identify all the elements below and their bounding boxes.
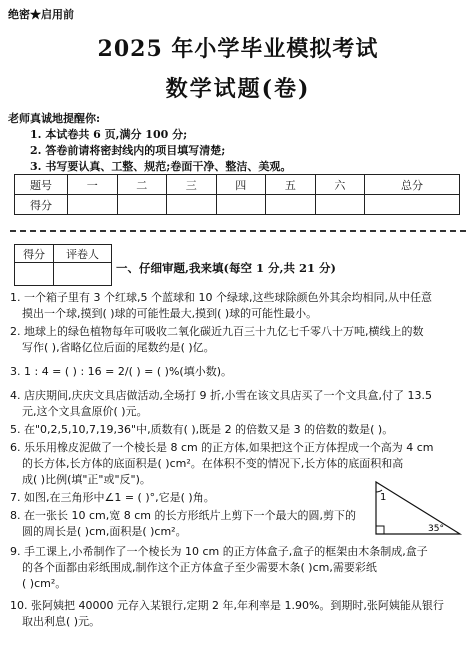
reminder-heading: 老师真诚地提醒你: [8,112,101,125]
question-line: 3. 1 : 4 = ( ) : 16 = 2/( ) = ( )%(填小数)。 [10,365,232,378]
question-line: 4. 店庆期间,庆庆文具店做活动,全场打 9 折,小雪在该文具店买了一个文具盒,付了 13.5 [10,389,432,402]
question-line: ( )cm²。 [22,577,67,590]
question-line: 7. 如图,在三角形中∠1 = ( )°,它是( )角。 [10,491,215,504]
question-line: 圆的周长是( )cm,面积是( )cm²。 [22,525,187,538]
score-cell: 总分 [365,175,460,195]
score-table [14,174,460,215]
rule-item: 1. 本试卷共 6 页,满分 100 分; [30,128,188,141]
score-input-cell[interactable] [117,195,167,215]
score-input-cell[interactable] [68,195,118,215]
question-line: 的长方体,长方体的底面积是( )cm²。在体积不变的情况下,长方体的底面积和高 [22,457,404,470]
rule-item: 3. 书写要认真、工整、规范;卷面干净、整洁、美观。 [30,160,292,173]
grader-box [14,244,112,286]
question-line: 5. 在"0,2,5,10,7,19,36"中,质数有( ),既是 2 的倍数又是 3 的倍数的数是( )。 [10,423,394,436]
question-line: 元,这个文具盒原价( )元。 [22,405,148,418]
question-line: 2. 地球上的绿色植物每年可吸收二氧化碳近九百三十九亿七千零八十万吨,横线上的数 [10,325,424,338]
question-line: 6. 乐乐用橡皮泥做了一个棱长是 8 cm 的正方体,如果把这个正方体捏成一个高为 4 cm [10,441,434,454]
score-cell: 得分 [15,195,68,215]
angle-1-label: 1 [380,492,387,503]
score-cell: 六 [315,175,365,195]
score-cell: 五 [266,175,316,195]
score-cell: 题号 [15,175,68,195]
section-title: 一、仔细审题,我来填(每空 1 分,共 21 分) [116,261,336,275]
exam-title: 2025 年小学毕业模拟考试 [97,36,379,62]
score-cell: 三 [167,175,217,195]
question-line: 取出利息( )元。 [22,615,101,628]
score-table-score-row [15,195,460,215]
score-input-cell[interactable] [315,195,365,215]
grader-score-cell[interactable] [15,263,54,286]
question-line: 成( )比例(填"正"或"反")。 [22,473,151,486]
question-line: 8. 在一张长 10 cm,宽 8 cm 的长方形纸片上剪下一个最大的圆,剪下的 [10,509,356,522]
score-input-cell[interactable] [365,195,460,215]
grader-name-label: 评卷人 [54,245,112,263]
question-line: 的各个面都由彩纸围成,制作这个正方体盒子至少需要木条( )cm,需要彩纸 [22,561,377,574]
score-input-cell[interactable] [167,195,217,215]
triangle-shape [376,482,460,534]
question-line: 摸出一个球,摸到( )球的可能性最大,摸到( )球的可能性最小。 [22,307,318,320]
score-table-header-row [15,175,460,195]
right-angle-mark [376,526,384,534]
grader-name-cell[interactable] [54,263,112,286]
score-cell: 四 [216,175,266,195]
grader-score-label: 得分 [15,245,54,263]
triangle-figure [372,478,464,538]
question-line: 1. 一个箱子里有 3 个红球,5 个蓝球和 10 个绿球,这些球除颜色外其余均相同,从中任意 [10,291,432,304]
question-line: 10. 张阿姨把 40000 元存入某银行,定期 2 年,年利率是 1.90%。到期时,张阿姨能从银行 [10,599,444,612]
question-line: 9. 手工课上,小希制作了一个棱长为 10 cm 的正方体盒子,盒子的框架由木条制成,盒子 [10,545,428,558]
score-input-cell[interactable] [266,195,316,215]
score-cell: 二 [117,175,167,195]
question-line: 写作( ),省略亿位后面的尾数约是( )亿。 [22,341,215,354]
score-cell: 一 [68,175,118,195]
secret-label: 绝密★启用前 [8,8,74,21]
exam-subtitle: 数学试题(卷) [165,76,311,102]
angle-35-label: 35° [428,524,444,534]
divider [10,230,466,232]
rule-item: 2. 答卷前请将密封线内的项目填写清楚; [30,144,226,157]
score-input-cell[interactable] [216,195,266,215]
